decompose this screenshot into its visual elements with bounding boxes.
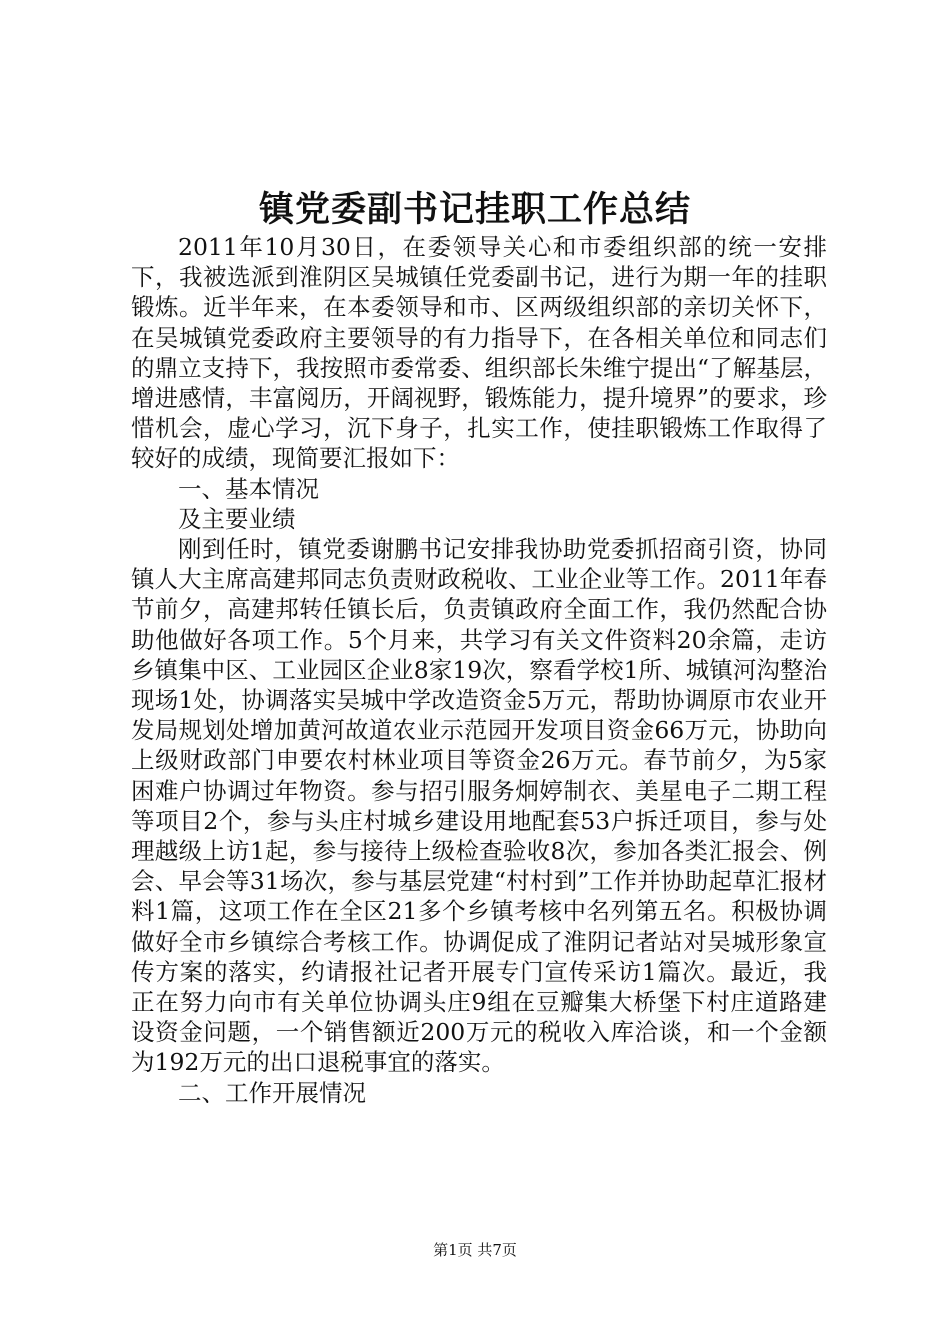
paragraph-intro: 2011年10月30日，在委领导关心和市委组织部的统一安排下，我被选派到淮阴区吴城镇任党委副书记，进行为期一年的挂职锻炼。近半年来，在本委领导和市、区两级组织部的亲切关怀下，在吴城镇党委政府主要领导的有力指导下，在各相关单位和同志们的鼎立支持下，我按照市委常委、组织部长朱维宁提出“了解基层，增进感情，丰富阅历，开阔视野，锻炼能力，提升境界”的要求，珍惜机会，虚心学习，沉下身子，扎实工作，使挂职锻炼工作取得了较好的成绩，现简要汇报如下： [131, 233, 827, 473]
section-heading-work: 二、工作开展情况 [178, 1078, 366, 1107]
section-heading-basic: 一、基本情况 [178, 474, 319, 503]
document-body [131, 232, 827, 1108]
page-number-footer: 第1页 共7页 [433, 1241, 517, 1259]
section-heading-achievements: 及主要业绩 [178, 504, 296, 533]
paragraph-achievements: 刚到任时，镇党委谢鹏书记安排我协助党委抓招商引资，协同镇人大主席高建邦同志负责财政税收、工业企业等工作。2011年春节前夕，高建邦转任镇长后，负责镇政府全面工作，我仍然配合协助他做好各项工作。5个月来，共学习有关文件资料20余篇，走访乡镇集中区、工业园区企业8家19次，察看学校1所、城镇河沟整治现场1处，协调落实吴城中学改造资金5万元，帮助协调原市农业开发局规划处增加黄河故道农业示范园开发项目资金66万元，协助向上级财政部门申要农村林业项目等资金26万元。春节前夕，为5家困难户协调过年物资。参与招引服务炯婷制衣、美星电子二期工程等项目2个，参与头庄村城乡建设用地配套53户拆迁项目，参与处理越级上访1起，参与接待上级检查验收8次，参加各类汇报会、例会、早会等31场次，参与基层党建“村村到”工作并协助起草汇报材料1篇，这项工作在全区21多个乡镇考核中名列第五名。积极协调做好全市乡镇综合考核工作。协调促成了淮阴记者站对吴城形象宣传方案的落实，约请报社记者开展专门宣传采访1篇次。最近，我正在努力向市有关单位协调头庄9组在豆瓣集大桥堡下村庄道路建设资金问题，一个销售额近200万元的税收入库洽谈，和一个金额为192万元的出口退税事宜的落实。 [131, 535, 827, 1077]
document-title: 镇党委副书记挂职工作总结 [258, 189, 691, 230]
